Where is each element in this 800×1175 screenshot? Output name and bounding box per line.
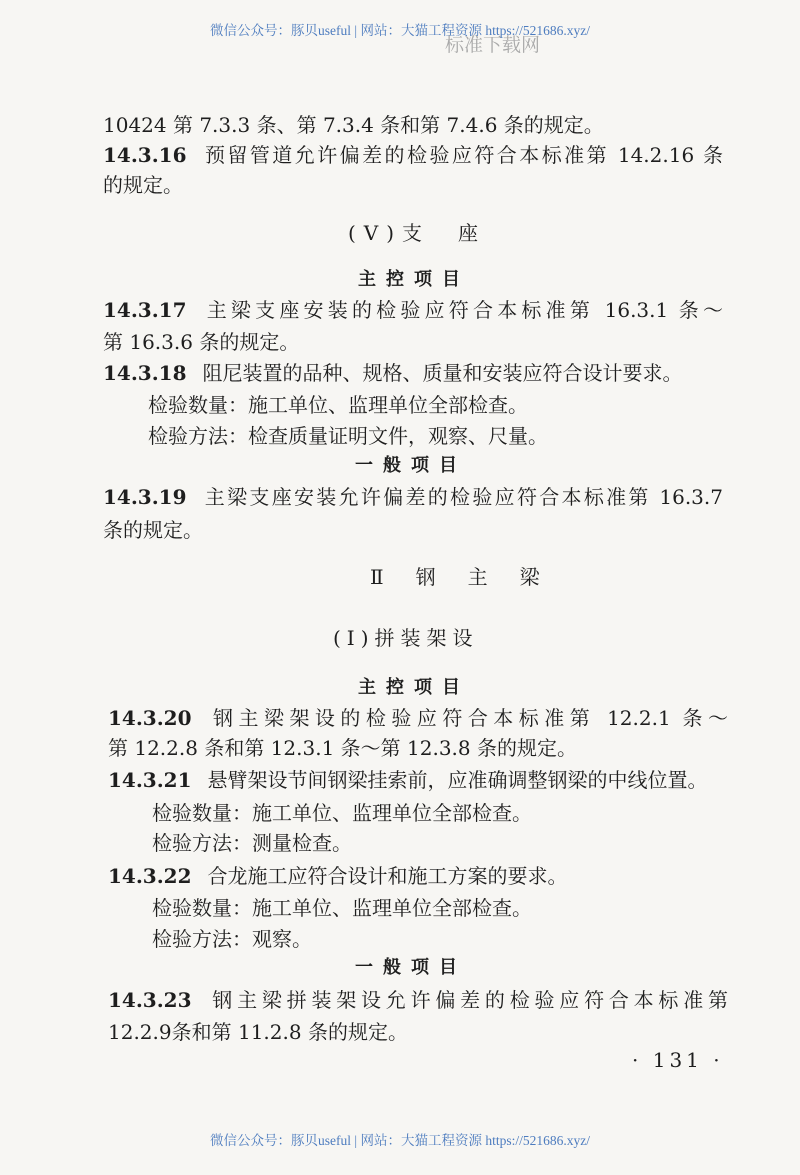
clause-text: 主梁支座安装的检验应符合本标准第 16.3.1 条～ xyxy=(202,298,723,322)
clause-text: 主梁支座安装允许偏差的检验应符合本标准第 16.3.7 xyxy=(202,485,723,509)
part-heading: Ⅱ 钢 主 梁 xyxy=(370,565,546,589)
watermark-site: 标准下载网 xyxy=(445,34,541,56)
clause-number: 14.3.17 xyxy=(103,298,187,322)
subheading-main-items: 主控项目 xyxy=(358,677,470,698)
clause-14-3-18 xyxy=(103,361,683,385)
subheading-general-items: 一般项目 xyxy=(355,455,467,476)
clause-text: 合龙施工应符合设计和施工方案的要求。 xyxy=(207,864,568,888)
clause-text: 阻尼装置的品种、规格、质量和安装应符合设计要求。 xyxy=(202,361,683,385)
text-line: 12.2.9条和第 11.2.8 条的规定。 xyxy=(108,1020,408,1044)
clause-number: 14.3.18 xyxy=(103,361,187,385)
clause-14-3-23 xyxy=(108,988,728,1012)
section-heading: (Ⅰ)拼装架设 xyxy=(333,626,479,650)
text-line: 的规定。 xyxy=(103,173,183,197)
watermark-top: 微信公众号：豚贝useful | 网站：大猫工程资源 https://521686.xyz/ xyxy=(210,23,590,38)
clause-number: 14.3.19 xyxy=(103,485,187,509)
text-line: 第 12.2.8 条和第 12.3.1 条～第 12.3.8 条的规定。 xyxy=(108,736,577,760)
page-number: · 131 · xyxy=(632,1048,724,1072)
clause-number: 14.3.23 xyxy=(108,988,192,1012)
clause-14-3-17 xyxy=(103,298,723,322)
inspection-method: 检验方法：检查质量证明文件，观察、尺量。 xyxy=(148,424,548,448)
text-line: 第 16.3.6 条的规定。 xyxy=(103,330,300,354)
clause-14-3-16 xyxy=(103,143,723,167)
clause-number: 14.3.20 xyxy=(108,706,192,730)
inspection-method: 检验方法：测量检查。 xyxy=(152,831,352,855)
clause-14-3-19 xyxy=(103,485,723,509)
subheading-general-items: 一般项目 xyxy=(355,957,467,978)
clause-text: 预留管道允许偏差的检验应符合本标准第 14.2.16 条 xyxy=(202,143,723,167)
inspection-quantity: 检验数量：施工单位、监理单位全部检查。 xyxy=(152,801,532,825)
section-heading: (Ⅴ)支 座 xyxy=(348,221,487,245)
clause-text: 悬臂架设节间钢梁挂索前，应准确调整钢梁的中线位置。 xyxy=(207,768,708,792)
text-line: 10424 第 7.3.3 条、第 7.3.4 条和第 7.4.6 条的规定。 xyxy=(103,113,604,137)
watermark-bottom: 微信公众号：豚贝useful | 网站：大猫工程资源 https://521686.xyz/ xyxy=(210,1133,590,1148)
clause-14-3-22 xyxy=(108,864,568,888)
clause-14-3-21 xyxy=(108,768,708,792)
text-line: 条的规定。 xyxy=(103,518,203,542)
inspection-method: 检验方法：观察。 xyxy=(152,927,312,951)
inspection-quantity: 检验数量：施工单位、监理单位全部检查。 xyxy=(152,896,532,920)
clause-text: 钢主梁架设的检验应符合本标准第 12.2.1 条～ xyxy=(207,706,728,730)
clause-number: 14.3.16 xyxy=(103,143,187,167)
clause-14-3-20 xyxy=(108,706,728,730)
clause-number: 14.3.22 xyxy=(108,864,192,888)
inspection-quantity: 检验数量：施工单位、监理单位全部检查。 xyxy=(148,393,528,417)
clause-number: 14.3.21 xyxy=(108,768,192,792)
subheading-main-items: 主控项目 xyxy=(358,269,470,290)
clause-text: 钢主梁拼装架设允许偏差的检验应符合本标准第 xyxy=(207,988,728,1012)
